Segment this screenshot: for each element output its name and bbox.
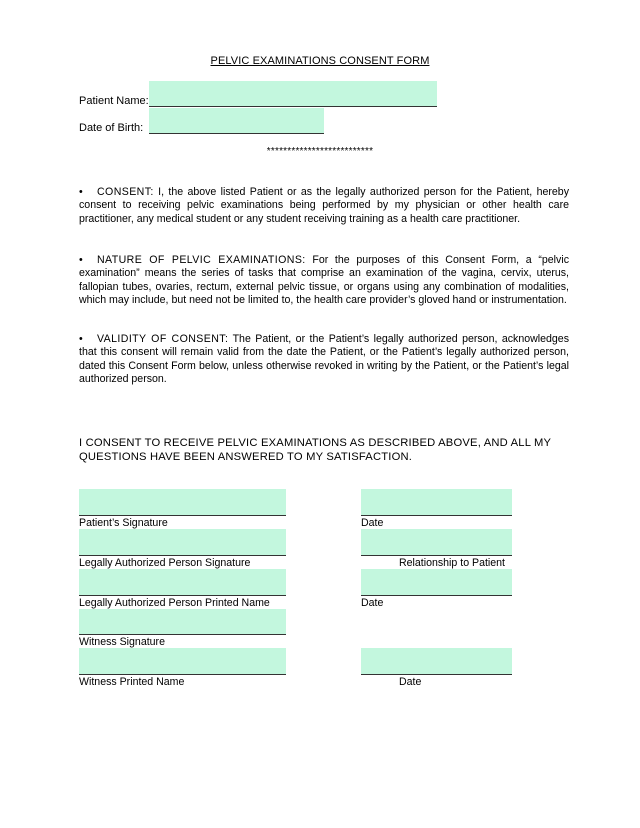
date-field-3[interactable] bbox=[361, 648, 512, 675]
witness-printed-name-label: Witness Printed Name bbox=[79, 676, 185, 688]
section-heading: CONSENT: bbox=[97, 186, 154, 198]
patient-signature-label: Patient’s Signature bbox=[79, 517, 168, 529]
nature-section bbox=[79, 254, 569, 308]
section-text: For the purposes of this Consent Form, a “pelvic examination” means the series of tasks that comprise an examination of the vagina, cervix, uterus, fallopian tubes, ovaries, rectum, external pelvic tissue, or organs using any combination of modalities, which may include, but need not be limited to, the health care provider’s gloved hand or instrumentation. bbox=[79, 254, 569, 307]
consent-statement: I CONSENT TO RECEIVE PELVIC EXAMINATIONS AS DESCRIBED ABOVE, AND ALL MY QUESTIONS HAVE BEEN ANSWERED TO MY SATISFACTION. bbox=[79, 437, 551, 463]
patient-name-label: Patient Name: bbox=[79, 95, 149, 107]
relationship-field[interactable] bbox=[361, 529, 512, 556]
date-label-1: Date bbox=[361, 517, 384, 529]
bullet: • bbox=[79, 254, 83, 266]
date-label-2: Date bbox=[361, 597, 384, 609]
lap-signature-label: Legally Authorized Person Signature bbox=[79, 557, 251, 569]
patient-name-field[interactable] bbox=[149, 81, 437, 107]
witness-printed-name-field[interactable] bbox=[79, 648, 286, 675]
bullet: • bbox=[79, 333, 83, 345]
section-text: I, the above listed Patient or as the legally authorized person for the Patient, hereby consent to receiving pelvic examinations being performed by my physician or other health care practitioner, any medical student or any student receiving training as a health care practitioner. bbox=[79, 186, 569, 225]
validity-section bbox=[79, 333, 569, 387]
section-text: The Patient, or the Patient’s legally authorized person, acknowledges that this consent will remain valid from the date the Patient, or the Patient’s legally authorized person, dated this Consent Form below, unless otherwise revoked in writing by the Patient, or the Patient’s legal authorized person. bbox=[79, 333, 569, 386]
separator-stars: ************************** bbox=[266, 146, 374, 157]
date-field-1[interactable] bbox=[361, 489, 512, 516]
bullet: • bbox=[79, 186, 83, 198]
witness-signature-label: Witness Signature bbox=[79, 636, 165, 648]
dob-field[interactable] bbox=[149, 108, 324, 134]
dob-label: Date of Birth: bbox=[79, 122, 144, 134]
date-field-2[interactable] bbox=[361, 569, 512, 596]
consent-section bbox=[79, 186, 569, 226]
patient-signature-field[interactable] bbox=[79, 489, 286, 516]
form-title: PELVIC EXAMINATIONS CONSENT FORM bbox=[210, 55, 430, 67]
witness-signature-field[interactable] bbox=[79, 609, 286, 635]
lap-printed-name-field[interactable] bbox=[79, 569, 286, 596]
lap-printed-name-label: Legally Authorized Person Printed Name bbox=[79, 597, 270, 609]
lap-signature-field[interactable] bbox=[79, 529, 286, 556]
section-heading: VALIDITY OF CONSENT: bbox=[97, 333, 229, 345]
section-heading: NATURE OF PELVIC EXAMINATIONS: bbox=[97, 254, 306, 266]
relationship-label: Relationship to Patient bbox=[399, 557, 506, 569]
date-label-3: Date bbox=[399, 676, 422, 688]
